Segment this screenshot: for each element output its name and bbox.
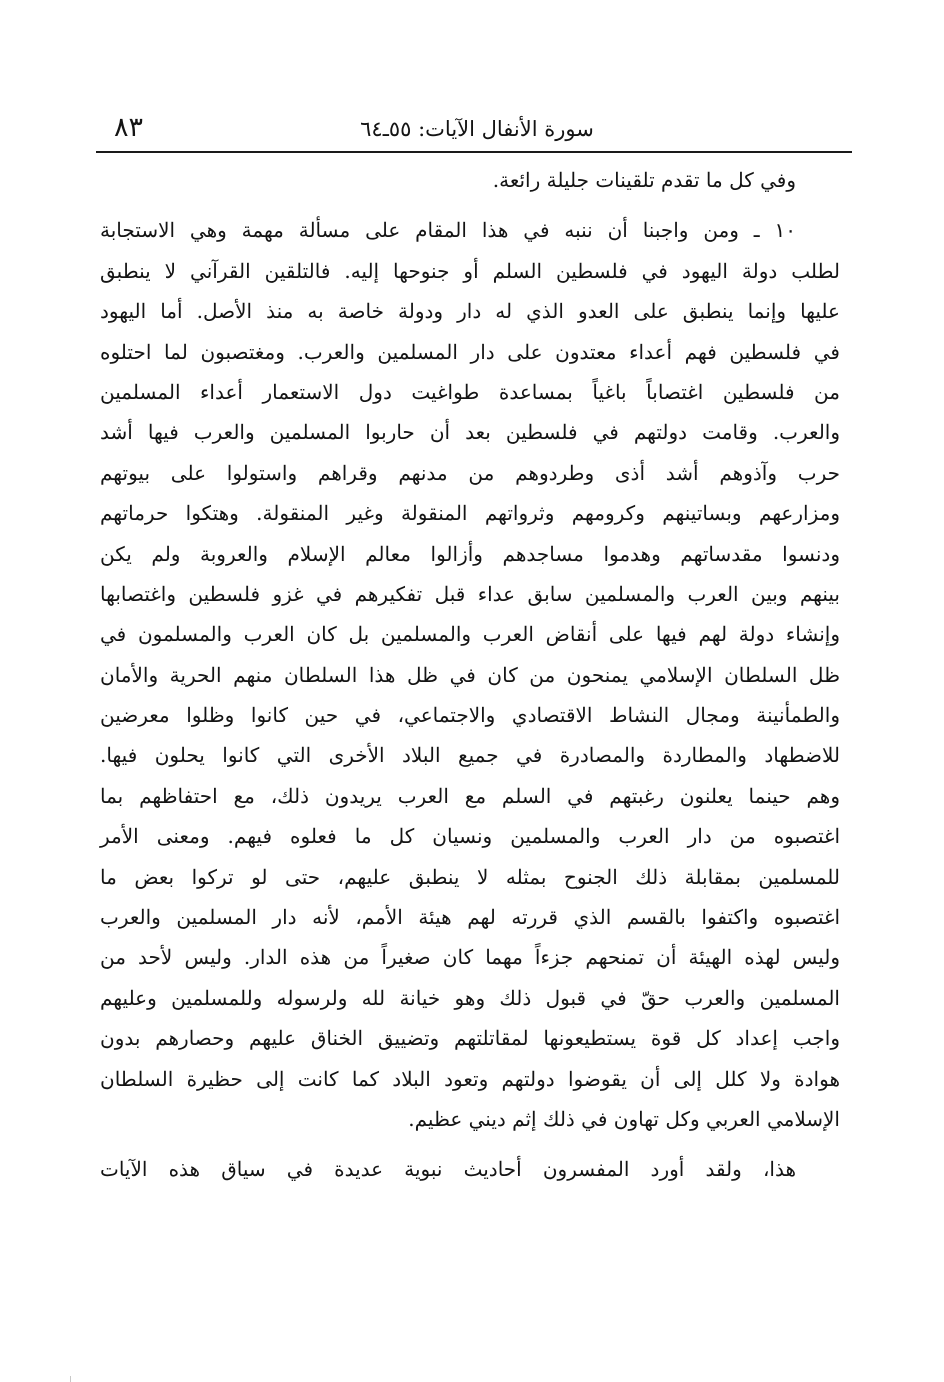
page-number: ٨٣ [114, 112, 144, 143]
scan-edge-mark [70, 1376, 71, 1382]
text-line: وفي كل ما تقدم تلقينات جليلة رائعة. [492, 168, 796, 192]
text-line: المسلمين والعرب حقّ في قبول ذلك وهو خيانة لله ولرسوله وللمسلمين وعليهم [100, 985, 840, 1010]
text-line: وهم حينما يعلنون رغبتهم في السلم مع العرب يريدون ذلك، مع احتفاظهم بما [100, 783, 840, 808]
text-line: واجب إعداد كل قوة يستطيعونها لمقاتلتهم وتضييق الخناق عليهم وحصارهم بدون [100, 1026, 840, 1051]
text-line: ١٠ ـ ومن واجبنا أن ننبه في هذا المقام على مسألة مهمة وهي الاستجابة [100, 218, 796, 243]
text-line: هوادة ولا كلل إلى أن يقوضوا دولتهم وتعود البلاد كما كانت إلى حظيرة السلطان [100, 1066, 840, 1091]
text-line: بينهم وبين العرب والمسلمين سابق عداء قبل تفكيرهم في غزو فلسطين واغتصابها [100, 581, 840, 606]
text-line: الإسلامي العربي وكل تهاون في ذلك إثم ديني عظيم. [408, 1106, 840, 1131]
text-line: والعرب. وقامت دولتهم في فلسطين بعد أن حاربوا المسلمين والعرب فيها أشد [100, 420, 840, 445]
text-line: وليس لهذه الهيئة أن تمنحهم جزءاً مهما كان صغيراً من هذه الدار. وليس لأحد من [100, 945, 840, 970]
body-text [100, 160, 840, 1190]
text-line: من فلسطين اغتصاباً باغياً بمساعدة طواغيت دول الاستعمار أعداء المسلمين [100, 379, 840, 404]
text-line: ظل السلطان الإسلامي يمنحون من كان في ظل هذا السلطان منهم الحرية والأمان [100, 662, 840, 687]
paragraph-gap [100, 200, 840, 210]
header-divider [96, 151, 852, 153]
text-line: لطلب دولة اليهود في فلسطين السلم أو جنوحها إليه. فالتلقين القرآني لا ينطبق [100, 258, 840, 283]
page-header [106, 110, 848, 150]
text-line: والطمأنينة ومجال النشاط الاقتصادي والاجتماعي، في حين كانوا وظلوا معرضين [100, 703, 840, 728]
text-line: عليها وإنما ينطبق على العدو الذي له دار ودولة خاصة به منذ الأصل. أما اليهود [100, 299, 840, 324]
text-line: ودنسوا مقدساتهم وهدموا مساجدهم وأزالوا معالم الإسلام والعروبة ولم يكن [100, 541, 840, 566]
text-line: في فلسطين فهم أعداء معتدون على دار المسلمين والعرب. ومغتصبون لما احتلوه [100, 339, 840, 364]
text-line: للمسلمين بمقابلة ذلك الجنوح بمثله لا ينطبق عليهم، حتى لو تركوا بعض ما [100, 864, 840, 889]
text-line: وإنشاء دولة لهم فيها على أنقاض العرب والمسلمين بل كان العرب والمسلمون في [100, 622, 840, 647]
text-line: اغتصبوه من دار العرب والمسلمين ونسيان كل ما فعلوه فيهم. ومعنى الأمر [100, 824, 840, 849]
text-line: للاضطهاد والمطاردة والمصادرة في جميع البلاد الأخرى التي كانوا يحلون فيها. [100, 743, 840, 768]
text-line: هذا، ولقد أورد المفسرون أحاديث نبوية عديدة في سياق هذه الآيات [100, 1157, 796, 1182]
text-line: حرب وآذوهم أشد أذى وطردوهم من مدنهم وقراهم واستولوا على بيوتهم [100, 460, 840, 485]
paragraph-gap [100, 1139, 840, 1149]
text-line: اغتصبوه واكتفوا بالقسم الذي قررته لهم هيئة الأمم، لأنه دار المسلمين والعرب [100, 905, 840, 930]
running-title: سورة الأنفال الآيات: ٥٥ـ٦٤ [360, 117, 594, 141]
text-line: ومزارعهم وبساتينهم وكرومهم وثرواتهم المنقولة وغير المنقولة. وهتكوا حرماتهم [100, 501, 840, 526]
